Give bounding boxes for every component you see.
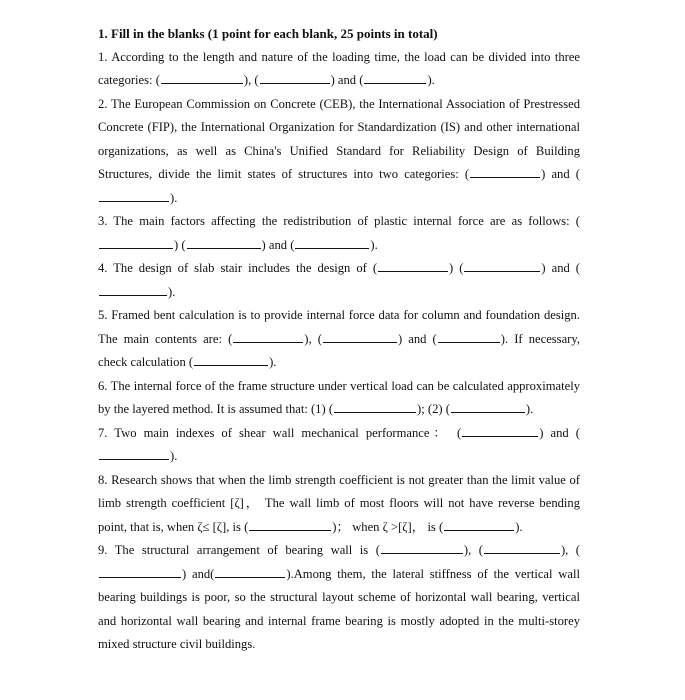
blank[interactable] <box>215 565 285 578</box>
blank[interactable] <box>194 353 268 366</box>
blank[interactable] <box>323 330 397 343</box>
blank[interactable] <box>187 236 261 249</box>
document-page <box>98 22 580 657</box>
blank[interactable] <box>260 71 330 84</box>
blank[interactable] <box>364 71 426 84</box>
blank[interactable] <box>462 424 538 437</box>
question-9: 9. The structural arrangement of bearing wall is ( ), ( ), () and( ).Among them, the lateral stiffness of the vertical wall bearing buildings is poor, so the structural layout scheme of horizontal wall bearing, vertical and horizontal wall bearing and internal frame bearing is mostly adopted in the multi-storey mixed structure civil buildings. <box>98 543 580 651</box>
question-7: 7. Two main indexes of shear wall mechanical performance： ( ) and (). <box>98 425 580 463</box>
blank[interactable] <box>484 541 560 554</box>
blank[interactable] <box>99 283 167 296</box>
question-2: 2. The European Commission on Concrete (CEB), the International Association of Prestressed Concrete (FIP), the International Organization for Standardization (IS) and other international organizations, as well as China's Unified Standard for Reliability Design of Building Structures, divide the limit states of structures into two categories: ( ) and (). <box>98 96 580 205</box>
blank[interactable] <box>451 400 525 413</box>
blank[interactable] <box>334 400 416 413</box>
question-4: 4. The design of slab stair includes the design of ( ) ( ) and (). <box>98 261 580 299</box>
blank[interactable] <box>99 447 169 460</box>
question-8: 8. Research shows that when the limb strength coefficient is not greater than the limit value of limb strength coefficient [ζ]， The wall limb of most floors will not have reverse bending point, that is, when ζ≤ [ζ], is ( )； when ζ >[ζ]， is ( ). <box>98 472 580 534</box>
blank[interactable] <box>249 518 331 531</box>
blank[interactable] <box>470 165 540 178</box>
blank[interactable] <box>99 565 181 578</box>
blank[interactable] <box>378 259 448 272</box>
question-6: 6. The internal force of the frame structure under vertical load can be calculated approximately by the layered method. It is assumed that: (1) ( ); (2) ( ). <box>98 378 580 416</box>
blank[interactable] <box>381 541 463 554</box>
blank[interactable] <box>161 71 243 84</box>
question-1: 1. According to the length and nature of the loading time, the load can be divided into three categories: ( ), ( ) and ( ). <box>98 49 580 87</box>
question-3: 3. The main factors affecting the redistribution of plastic internal force are as follows: () ( ) and ( ). <box>98 214 580 252</box>
blank[interactable] <box>99 236 173 249</box>
blank[interactable] <box>464 259 540 272</box>
blank[interactable] <box>444 518 514 531</box>
blank[interactable] <box>295 236 369 249</box>
section-title: 1. Fill in the blanks (1 point for each blank, 25 points in total) <box>98 26 438 41</box>
blank[interactable] <box>233 330 303 343</box>
blank[interactable] <box>438 330 500 343</box>
question-5: 5. Framed bent calculation is to provide internal force data for column and foundation design. The main contents are: ( ), ( ) and ( ). If necessary, check calculation ( ). <box>98 308 580 369</box>
blank[interactable] <box>99 189 169 202</box>
